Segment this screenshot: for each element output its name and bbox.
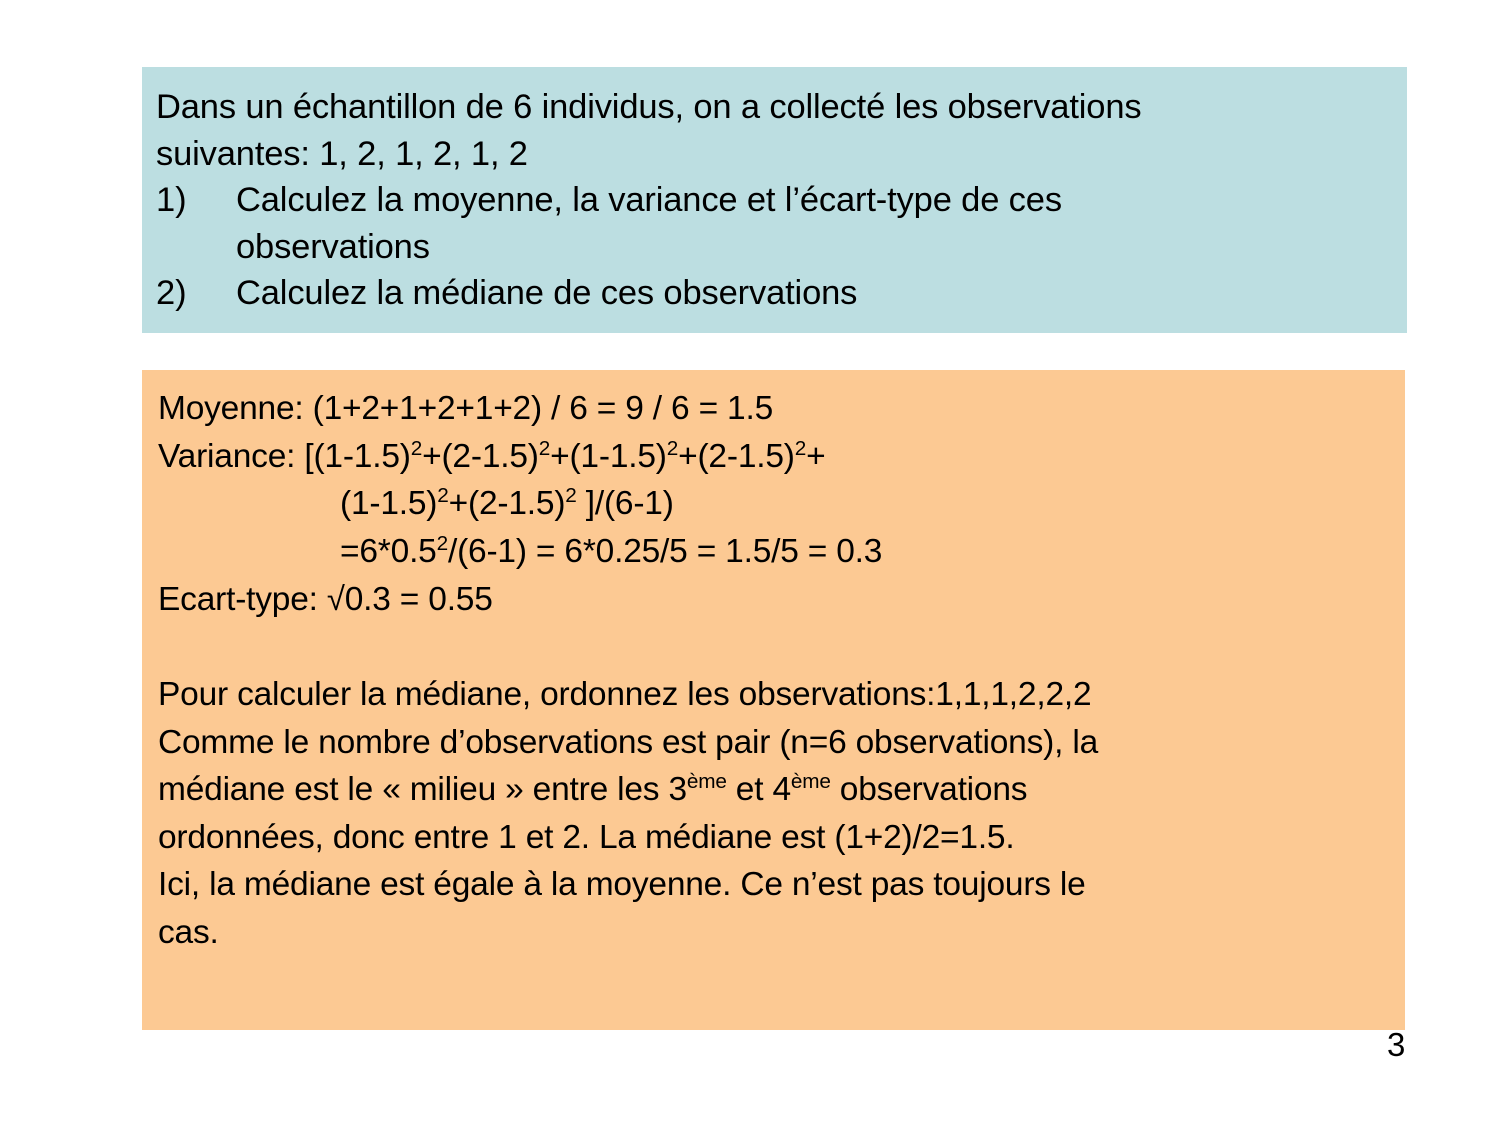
median-line-1: Pour calculer la médiane, ordonnez les observations:1,1,1,2,2,2 bbox=[158, 676, 1092, 713]
page-number: 3 bbox=[1387, 1026, 1406, 1063]
answer-box bbox=[142, 370, 1405, 1030]
median-l3-sup1: ème bbox=[686, 769, 727, 793]
median-line-6: cas. bbox=[158, 913, 219, 951]
variance-l2-p1: (1-1.5) bbox=[340, 485, 438, 522]
variance-l1-p3: +(1-1.5) bbox=[550, 437, 667, 475]
question-item-1-marker: 1) bbox=[156, 181, 187, 219]
variance-l1-sup4: 2 bbox=[794, 436, 807, 460]
median-l3-sup2: ème bbox=[790, 769, 831, 793]
question-item-1-continuation: observations bbox=[236, 227, 430, 266]
question-box bbox=[142, 67, 1407, 333]
median-line-5: Ici, la médiane est égale à la moyenne. Ce n’est pas toujours le bbox=[158, 866, 1086, 903]
median-line-3 bbox=[158, 766, 1393, 814]
question-item-2-text: Calculez la médiane de ces observations bbox=[236, 274, 858, 312]
paragraph-spacer bbox=[158, 624, 1393, 672]
variance-line-1 bbox=[158, 433, 1393, 481]
variance-l2-p2: +(2-1.5) bbox=[448, 485, 566, 522]
variance-line-3 bbox=[158, 528, 1393, 576]
variance-l3-p1: =6*0.5 bbox=[340, 532, 437, 570]
variance-l2-sup2: 2 bbox=[565, 483, 577, 507]
question-item-2-marker: 2) bbox=[156, 274, 187, 312]
question-item-1 bbox=[156, 177, 1395, 224]
variance-l1-p5: + bbox=[806, 437, 826, 475]
variance-l2-p3: ]/(6-1) bbox=[576, 485, 674, 522]
square-root-icon: √ bbox=[326, 580, 345, 617]
variance-l1-sup2: 2 bbox=[538, 436, 551, 460]
stddev-line bbox=[158, 575, 1393, 624]
median-line-2: Comme le nombre d’observations est pair (n=6 observations), la bbox=[158, 723, 1099, 761]
median-l3-p1: médiane est le « milieu » entre les 3 bbox=[158, 771, 687, 808]
variance-l1-p2: +(2-1.5) bbox=[422, 437, 539, 475]
variance-l3-p2: /(6-1) = 6*0.25/5 = 1.5/5 = 0.3 bbox=[447, 532, 883, 570]
variance-l1-p4: +(2-1.5) bbox=[678, 437, 795, 475]
question-intro-line-1: Dans un échantillon de 6 individus, on a collecté les observations bbox=[156, 88, 1142, 126]
variance-l1-sup3: 2 bbox=[666, 436, 679, 460]
stddev-value: 0.3 = 0.55 bbox=[344, 581, 493, 618]
variance-l3-sup1: 2 bbox=[436, 531, 448, 555]
question-intro-line-2: suivantes: 1, 2, 1, 2, 1, 2 bbox=[156, 134, 528, 173]
median-l3-p2: et 4 bbox=[726, 771, 791, 808]
variance-l2-sup1: 2 bbox=[437, 483, 449, 507]
question-item-2 bbox=[156, 270, 1395, 317]
variance-line-2 bbox=[158, 480, 1393, 528]
question-item-1-text: Calculez la moyenne, la variance et l’écart-type de ces bbox=[236, 181, 1062, 219]
median-line-4: ordonnées, donc entre 1 et 2. La médiane est (1+2)/2=1.5. bbox=[158, 818, 1015, 856]
variance-label: Variance: bbox=[158, 437, 305, 475]
mean-line: Moyenne: (1+2+1+2+1+2) / 6 = 9 / 6 = 1.5 bbox=[158, 390, 774, 427]
median-l3-p3: observations bbox=[830, 771, 1028, 808]
variance-l1-p1: [(1-1.5) bbox=[304, 437, 411, 475]
variance-l1-sup1: 2 bbox=[410, 436, 423, 460]
stddev-label: Ecart-type: bbox=[158, 581, 327, 618]
